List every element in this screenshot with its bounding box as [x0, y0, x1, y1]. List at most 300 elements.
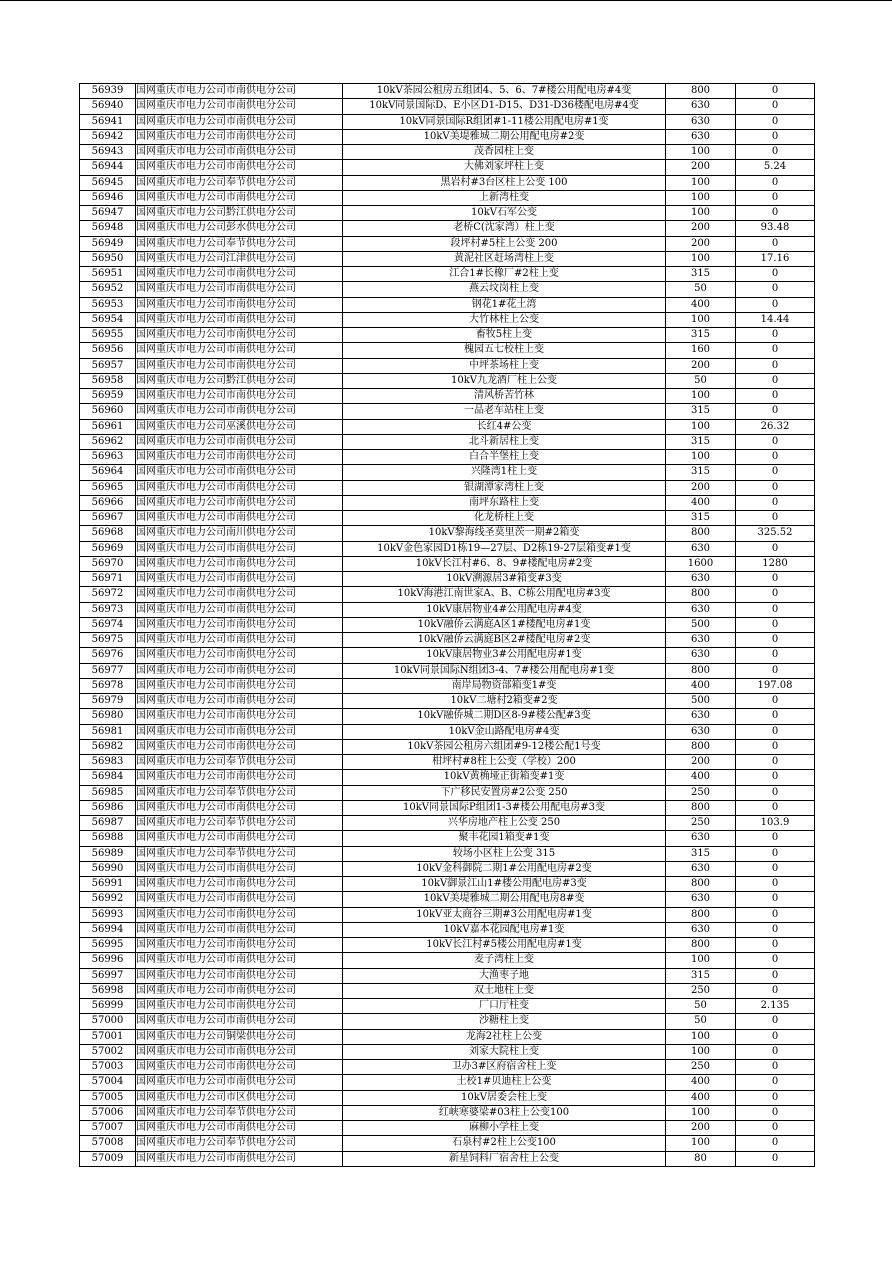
cell-transformer-name: 江合1#长橡厂#2柱上变 — [343, 267, 666, 282]
cell-transformer-name: 10kV金色家园D1栋19—27层、D2栋19-27层箱变#1变 — [343, 541, 666, 556]
cell-id: 57001 — [80, 1029, 136, 1044]
cell-transformer-name: 黄泥社区赶场湾柱上变 — [343, 251, 666, 266]
cell-transformer-name: 兴华房地产柱上公变 250 — [343, 816, 666, 831]
cell-transformer-name: 10kV石军公变 — [343, 206, 666, 221]
cell-id: 56991 — [80, 877, 136, 892]
cell-id: 56995 — [80, 938, 136, 953]
table-row — [80, 938, 815, 953]
cell-transformer-name: 刘家大院柱上变 — [343, 1044, 666, 1059]
cell-transformer-name: 10kV御景江山1#楼公用配电房#3变 — [343, 877, 666, 892]
cell-id: 56993 — [80, 907, 136, 922]
cell-capacity: 200 — [666, 160, 736, 175]
table-row — [80, 84, 815, 99]
table-row — [80, 846, 815, 861]
cell-company: 国网重庆市电力公司市南供电分公司 — [136, 572, 343, 587]
cell-value: 0 — [736, 1105, 815, 1120]
table-row — [80, 556, 815, 571]
cell-value: 0 — [736, 236, 815, 251]
cell-value: 0 — [736, 175, 815, 190]
cell-capacity: 630 — [666, 724, 736, 739]
cell-transformer-name: 10kV二塘村2箱变#2变 — [343, 694, 666, 709]
cell-company: 国网重庆市电力公司市南供电分公司 — [136, 541, 343, 556]
cell-value: 0 — [736, 328, 815, 343]
cell-company: 国网重庆市电力公司市南供电分公司 — [136, 663, 343, 678]
cell-value: 0 — [736, 267, 815, 282]
cell-company: 国网重庆市电力公司市南供电分公司 — [136, 724, 343, 739]
cell-capacity: 800 — [666, 907, 736, 922]
table-row — [80, 800, 815, 815]
cell-capacity: 630 — [666, 541, 736, 556]
cell-value: 0 — [736, 983, 815, 998]
cell-capacity: 250 — [666, 816, 736, 831]
cell-id: 56940 — [80, 99, 136, 114]
cell-company: 国网重庆市电力公司市南供电分公司 — [136, 892, 343, 907]
table-row — [80, 587, 815, 602]
cell-id: 56960 — [80, 404, 136, 419]
cell-company: 国网重庆市电力公司市南供电分公司 — [136, 297, 343, 312]
cell-capacity: 200 — [666, 755, 736, 770]
cell-company: 国网重庆市电力公司市南供电分公司 — [136, 587, 343, 602]
cell-id: 56952 — [80, 282, 136, 297]
cell-id: 56961 — [80, 419, 136, 434]
cell-value: 0 — [736, 663, 815, 678]
cell-company: 国网重庆市电力公司市南供电分公司 — [136, 800, 343, 815]
cell-value: 0 — [736, 739, 815, 754]
cell-value: 0 — [736, 206, 815, 221]
table-row — [80, 1014, 815, 1029]
table-row — [80, 358, 815, 373]
cell-id: 56974 — [80, 617, 136, 632]
cell-company: 国网重庆市电力公司市南供电分公司 — [136, 922, 343, 937]
cell-company: 国网重庆市电力公司市南供电分公司 — [136, 99, 343, 114]
cell-id: 56999 — [80, 999, 136, 1014]
cell-id: 56951 — [80, 267, 136, 282]
cell-capacity: 100 — [666, 450, 736, 465]
cell-company: 国网重庆市电力公司奉节供电分公司 — [136, 1105, 343, 1120]
cell-id: 56972 — [80, 587, 136, 602]
table-row — [80, 526, 815, 541]
cell-id: 56945 — [80, 175, 136, 190]
cell-transformer-name: 10kV美堤雅城二期公用配电房8#变 — [343, 892, 666, 907]
cell-value: 93.48 — [736, 221, 815, 236]
cell-value: 0 — [736, 846, 815, 861]
cell-id: 56950 — [80, 251, 136, 266]
cell-capacity: 630 — [666, 861, 736, 876]
cell-transformer-name: 长红4#公变 — [343, 419, 666, 434]
cell-transformer-name: 厂口厅柱变 — [343, 999, 666, 1014]
cell-capacity: 800 — [666, 877, 736, 892]
cell-value: 0 — [736, 724, 815, 739]
table-row — [80, 785, 815, 800]
cell-capacity: 200 — [666, 480, 736, 495]
cell-id: 56981 — [80, 724, 136, 739]
cell-company: 国网重庆市电力公司市南供电分公司 — [136, 968, 343, 983]
cell-id: 56988 — [80, 831, 136, 846]
cell-transformer-name: 10kV亚太商谷三期#3公用配电房#1变 — [343, 907, 666, 922]
cell-company: 国网重庆市电力公司黔江供电分公司 — [136, 373, 343, 388]
cell-id: 56990 — [80, 861, 136, 876]
table-row — [80, 480, 815, 495]
cell-company: 国网重庆市电力公司奉节供电分公司 — [136, 755, 343, 770]
cell-capacity: 400 — [666, 678, 736, 693]
table-row — [80, 770, 815, 785]
cell-transformer-name: 龙海2社柱上公变 — [343, 1029, 666, 1044]
cell-transformer-name: 10kV金山路配电房#4变 — [343, 724, 666, 739]
cell-company: 国网重庆市电力公司市南供电分公司 — [136, 145, 343, 160]
cell-company: 国网重庆市电力公司铜梁供电分公司 — [136, 1029, 343, 1044]
cell-company: 国网重庆市电力公司市南供电分公司 — [136, 1121, 343, 1136]
cell-value: 103.9 — [736, 816, 815, 831]
cell-transformer-name: 麦子湾柱上变 — [343, 953, 666, 968]
table-row — [80, 1105, 815, 1120]
cell-value: 0 — [736, 114, 815, 129]
cell-company: 国网重庆市电力公司市南供电分公司 — [136, 114, 343, 129]
cell-capacity: 100 — [666, 1136, 736, 1151]
cell-transformer-name: 土校1#贝迪柱上公变 — [343, 1075, 666, 1090]
table-row — [80, 739, 815, 754]
cell-transformer-name: 麻柳小学柱上变 — [343, 1121, 666, 1136]
cell-transformer-name: 钢花1#花土湾 — [343, 297, 666, 312]
cell-company: 国网重庆市电力公司市南供电分公司 — [136, 1044, 343, 1059]
cell-id: 56944 — [80, 160, 136, 175]
cell-capacity: 630 — [666, 602, 736, 617]
cell-transformer-name: 畜牧5柱上变 — [343, 328, 666, 343]
cell-id: 56968 — [80, 526, 136, 541]
table-row — [80, 861, 815, 876]
cell-value: 0 — [736, 892, 815, 907]
cell-id: 56983 — [80, 755, 136, 770]
cell-capacity: 630 — [666, 648, 736, 663]
cell-capacity: 100 — [666, 251, 736, 266]
cell-transformer-name: 新星饲料厂宿舍柱上公变 — [343, 1151, 666, 1166]
cell-company: 国网重庆市电力公司奉节供电分公司 — [136, 236, 343, 251]
cell-transformer-name: 段坪村#5柱上公变 200 — [343, 236, 666, 251]
cell-capacity: 200 — [666, 221, 736, 236]
table-row — [80, 694, 815, 709]
table-row — [80, 251, 815, 266]
cell-transformer-name: 10kV茶园公租房五组团4、5、6、7#楼公用配电房#4变 — [343, 84, 666, 99]
cell-capacity: 100 — [666, 175, 736, 190]
cell-capacity: 100 — [666, 190, 736, 205]
table-row — [80, 1136, 815, 1151]
cell-value: 0 — [736, 755, 815, 770]
cell-capacity: 100 — [666, 953, 736, 968]
table-row — [80, 572, 815, 587]
table-row — [80, 907, 815, 922]
cell-value: 0 — [736, 1075, 815, 1090]
table-row — [80, 129, 815, 144]
cell-value: 0 — [736, 1014, 815, 1029]
cell-id: 56997 — [80, 968, 136, 983]
cell-id: 56953 — [80, 297, 136, 312]
cell-id: 56963 — [80, 450, 136, 465]
cell-id: 56962 — [80, 434, 136, 449]
cell-id: 56979 — [80, 694, 136, 709]
cell-company: 国网重庆市电力公司市南供电分公司 — [136, 1060, 343, 1075]
cell-value: 1280 — [736, 556, 815, 571]
cell-capacity: 800 — [666, 663, 736, 678]
cell-id: 56941 — [80, 114, 136, 129]
cell-capacity: 800 — [666, 84, 736, 99]
cell-value: 5.24 — [736, 160, 815, 175]
cell-company: 国网重庆市电力公司市南供电分公司 — [136, 190, 343, 205]
cell-capacity: 400 — [666, 1075, 736, 1090]
cell-company: 国网重庆市电力公司市南供电分公司 — [136, 312, 343, 327]
cell-transformer-name: 老桥C(沈家湾）柱上变 — [343, 221, 666, 236]
table-row — [80, 282, 815, 297]
cell-capacity: 630 — [666, 572, 736, 587]
cell-id: 57005 — [80, 1090, 136, 1105]
cell-company: 国网重庆市电力公司市南供电分公司 — [136, 129, 343, 144]
cell-transformer-name: 大竹林柱上公变 — [343, 312, 666, 327]
cell-transformer-name: 沙糖柱上变 — [343, 1014, 666, 1029]
cell-company: 国网重庆市电力公司市南供电分公司 — [136, 160, 343, 175]
cell-capacity: 500 — [666, 694, 736, 709]
cell-value: 0 — [736, 587, 815, 602]
cell-company: 国网重庆市电力公司市南供电分公司 — [136, 465, 343, 480]
cell-capacity: 800 — [666, 938, 736, 953]
cell-value: 0 — [736, 343, 815, 358]
cell-company: 国网重庆市电力公司江津供电分公司 — [136, 251, 343, 266]
cell-capacity: 315 — [666, 404, 736, 419]
cell-capacity: 800 — [666, 739, 736, 754]
cell-id: 56996 — [80, 953, 136, 968]
cell-company: 国网重庆市电力公司市南供电分公司 — [136, 953, 343, 968]
table-row — [80, 450, 815, 465]
cell-transformer-name: 较场小区柱上公变 315 — [343, 846, 666, 861]
cell-capacity: 400 — [666, 495, 736, 510]
transformer-table — [79, 83, 815, 1167]
cell-capacity: 200 — [666, 358, 736, 373]
cell-company: 国网重庆市电力公司市区供电分公司 — [136, 1090, 343, 1105]
cell-value: 0 — [736, 1136, 815, 1151]
cell-company: 国网重庆市电力公司市南供电分公司 — [136, 602, 343, 617]
cell-value: 0 — [736, 358, 815, 373]
cell-transformer-name: 10kV居委会柱上变 — [343, 1090, 666, 1105]
cell-transformer-name: 下广移民安置房#2公变 250 — [343, 785, 666, 800]
cell-id: 56966 — [80, 495, 136, 510]
cell-capacity: 100 — [666, 1029, 736, 1044]
table-row — [80, 541, 815, 556]
cell-transformer-name: 北斗新居柱上变 — [343, 434, 666, 449]
cell-capacity: 630 — [666, 129, 736, 144]
cell-id: 56984 — [80, 770, 136, 785]
cell-transformer-name: 黑岩村#3台区柱上公变 100 — [343, 175, 666, 190]
table-row — [80, 1090, 815, 1105]
cell-capacity: 50 — [666, 999, 736, 1014]
cell-id: 57008 — [80, 1136, 136, 1151]
table-row — [80, 617, 815, 632]
cell-value: 0 — [736, 922, 815, 937]
cell-id: 57004 — [80, 1075, 136, 1090]
cell-transformer-name: 中坪茶场柱上变 — [343, 358, 666, 373]
cell-value: 0 — [736, 694, 815, 709]
cell-capacity: 250 — [666, 785, 736, 800]
cell-company: 国网重庆市电力公司市南供电分公司 — [136, 267, 343, 282]
cell-capacity: 630 — [666, 831, 736, 846]
cell-id: 57000 — [80, 1014, 136, 1029]
cell-id: 56965 — [80, 480, 136, 495]
cell-company: 国网重庆市电力公司奉节供电分公司 — [136, 816, 343, 831]
cell-value: 0 — [736, 465, 815, 480]
cell-capacity: 400 — [666, 770, 736, 785]
table-row — [80, 922, 815, 937]
cell-company: 国网重庆市电力公司市南供电分公司 — [136, 709, 343, 724]
cell-company: 国网重庆市电力公司市南供电分公司 — [136, 648, 343, 663]
table-row — [80, 816, 815, 831]
table-row — [80, 968, 815, 983]
cell-value: 14.44 — [736, 312, 815, 327]
table-row — [80, 343, 815, 358]
cell-capacity: 315 — [666, 267, 736, 282]
cell-capacity: 100 — [666, 145, 736, 160]
table-row — [80, 175, 815, 190]
cell-transformer-name: 大渔枣子地 — [343, 968, 666, 983]
cell-capacity: 100 — [666, 206, 736, 221]
cell-company: 国网重庆市电力公司市南供电分公司 — [136, 328, 343, 343]
cell-company: 国网重庆市电力公司市南供电分公司 — [136, 983, 343, 998]
cell-id: 56970 — [80, 556, 136, 571]
cell-capacity: 315 — [666, 328, 736, 343]
cell-value: 0 — [736, 800, 815, 815]
table-row — [80, 877, 815, 892]
cell-transformer-name: 红峡寒婆梁#03柱上公变100 — [343, 1105, 666, 1120]
cell-id: 56971 — [80, 572, 136, 587]
cell-transformer-name: 银湖潭家湾柱上变 — [343, 480, 666, 495]
cell-value: 0 — [736, 480, 815, 495]
cell-transformer-name: 大佛刘家坪柱上变 — [343, 160, 666, 175]
cell-capacity: 1600 — [666, 556, 736, 571]
table-row — [80, 190, 815, 205]
cell-id: 56967 — [80, 511, 136, 526]
cell-capacity: 800 — [666, 587, 736, 602]
cell-value: 0 — [736, 1090, 815, 1105]
cell-capacity: 250 — [666, 1060, 736, 1075]
cell-transformer-name: 10kV康居物业3#公用配电房#1变 — [343, 648, 666, 663]
cell-value: 0 — [736, 938, 815, 953]
cell-id: 56954 — [80, 312, 136, 327]
cell-company: 国网重庆市电力公司市南供电分公司 — [136, 511, 343, 526]
cell-capacity: 315 — [666, 846, 736, 861]
cell-id: 56982 — [80, 739, 136, 754]
cell-company: 国网重庆市电力公司彭水供电分公司 — [136, 221, 343, 236]
cell-transformer-name: 10kV九龙酒厂柱上公变 — [343, 373, 666, 388]
cell-value: 0 — [736, 434, 815, 449]
transformer-table-body — [80, 84, 815, 1167]
cell-id: 56998 — [80, 983, 136, 998]
cell-capacity: 315 — [666, 465, 736, 480]
cell-capacity: 200 — [666, 1121, 736, 1136]
cell-id: 56975 — [80, 633, 136, 648]
cell-company: 国网重庆市电力公司黔江供电分公司 — [136, 206, 343, 221]
cell-transformer-name: 10kV融侨城二期D区8-9#楼公配#3变 — [343, 709, 666, 724]
cell-id: 56946 — [80, 190, 136, 205]
cell-value: 17.16 — [736, 251, 815, 266]
cell-capacity: 630 — [666, 633, 736, 648]
cell-id: 57009 — [80, 1151, 136, 1166]
cell-value: 0 — [736, 602, 815, 617]
cell-transformer-name: 10kV嘉本花园配电房#1变 — [343, 922, 666, 937]
cell-transformer-name: 茂香园柱上变 — [343, 145, 666, 160]
cell-company: 国网重庆市电力公司市南供电分公司 — [136, 434, 343, 449]
cell-value: 26.32 — [736, 419, 815, 434]
cell-transformer-name: 清风桥苦竹林 — [343, 389, 666, 404]
table-row — [80, 495, 815, 510]
cell-value: 0 — [736, 84, 815, 99]
cell-id: 57002 — [80, 1044, 136, 1059]
cell-company: 国网重庆市电力公司市南供电分公司 — [136, 831, 343, 846]
cell-company: 国网重庆市电力公司市南供电分公司 — [136, 938, 343, 953]
cell-value: 0 — [736, 297, 815, 312]
table-row — [80, 297, 815, 312]
page-top-rule — [0, 0, 892, 1]
cell-transformer-name: 10kV同景国际P组团1-3#楼公用配电房#3变 — [343, 800, 666, 815]
cell-value: 0 — [736, 1029, 815, 1044]
cell-transformer-name: 石泉村#2柱上公变100 — [343, 1136, 666, 1151]
cell-capacity: 315 — [666, 434, 736, 449]
cell-value: 0 — [736, 633, 815, 648]
cell-id: 57007 — [80, 1121, 136, 1136]
cell-capacity: 80 — [666, 1151, 736, 1166]
cell-id: 56956 — [80, 343, 136, 358]
cell-id: 56947 — [80, 206, 136, 221]
cell-company: 国网重庆市电力公司市南供电分公司 — [136, 389, 343, 404]
cell-capacity: 50 — [666, 1014, 736, 1029]
cell-company: 国网重庆市电力公司市南供电分公司 — [136, 877, 343, 892]
table-row — [80, 709, 815, 724]
cell-capacity: 100 — [666, 1105, 736, 1120]
table-row — [80, 633, 815, 648]
cell-value: 0 — [736, 861, 815, 876]
table-row — [80, 465, 815, 480]
cell-value: 0 — [736, 404, 815, 419]
cell-id: 56942 — [80, 129, 136, 144]
cell-capacity: 630 — [666, 99, 736, 114]
cell-company: 国网重庆市电力公司市南供电分公司 — [136, 556, 343, 571]
cell-company: 国网重庆市电力公司市南供电分公司 — [136, 450, 343, 465]
cell-id: 56959 — [80, 389, 136, 404]
cell-company: 国网重庆市电力公司市南供电分公司 — [136, 358, 343, 373]
cell-transformer-name: 柑坪村#8柱上公变（学校）200 — [343, 755, 666, 770]
table-row — [80, 831, 815, 846]
cell-capacity: 630 — [666, 892, 736, 907]
cell-value: 0 — [736, 953, 815, 968]
cell-id: 56969 — [80, 541, 136, 556]
cell-id: 56949 — [80, 236, 136, 251]
cell-id: 56986 — [80, 800, 136, 815]
cell-capacity: 250 — [666, 983, 736, 998]
cell-transformer-name: 10kV黄桷垭正街箱变#1变 — [343, 770, 666, 785]
cell-company: 国网重庆市电力公司市南供电分公司 — [136, 999, 343, 1014]
cell-id: 56987 — [80, 816, 136, 831]
table-row — [80, 678, 815, 693]
cell-company: 国网重庆市电力公司市南供电分公司 — [136, 1075, 343, 1090]
cell-company: 国网重庆市电力公司市南供电分公司 — [136, 861, 343, 876]
table-row — [80, 389, 815, 404]
table-row — [80, 648, 815, 663]
table-row — [80, 373, 815, 388]
cell-capacity: 630 — [666, 922, 736, 937]
table-row — [80, 419, 815, 434]
cell-company: 国网重庆市电力公司奉节供电分公司 — [136, 1136, 343, 1151]
cell-transformer-name: 聚丰花园1箱变#1变 — [343, 831, 666, 846]
cell-transformer-name: 10kV同景国际D、E小区D1-D15、D31-D36楼配电房#4变 — [343, 99, 666, 114]
table-row — [80, 267, 815, 282]
cell-id: 56943 — [80, 145, 136, 160]
cell-value: 2.135 — [736, 999, 815, 1014]
cell-value: 0 — [736, 617, 815, 632]
cell-value: 0 — [736, 1060, 815, 1075]
